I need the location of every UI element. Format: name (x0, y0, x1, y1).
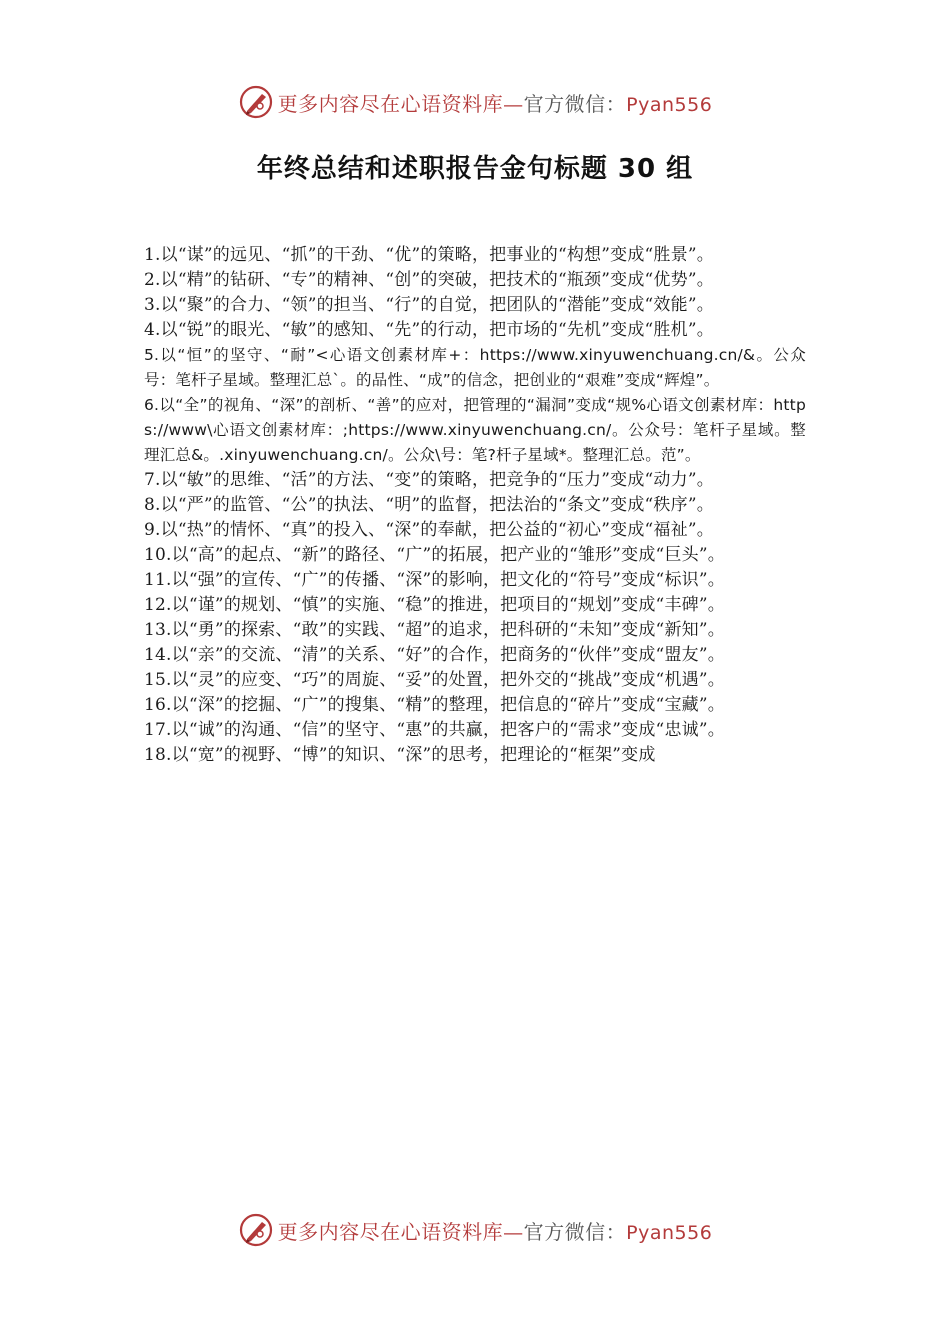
footer-wechat-id: Pyan556 (626, 1221, 713, 1244)
list-item: 14.以“亲”的交流、“清”的关系、“好”的合作，把商务的“伙伴”变成“盟友”。 (144, 645, 725, 665)
list-item: 7.以“敏”的思维、“活”的方法、“变”的策略，把竞争的“压力”变成“动力”。 (144, 470, 714, 490)
header-banner (0, 82, 950, 122)
list-item: 2.以“精”的钻研、“专”的精神、“创”的突破，把技术的“瓶颈”变成“优势”。 (144, 270, 714, 290)
list-item: 10.以“高”的起点、“新”的路径、“广”的拓展，把产业的“雏形”变成“巨头”。 (144, 545, 725, 565)
pen-circle-logo-icon (238, 1212, 274, 1248)
list-item: 3.以“聚”的合力、“领”的担当、“行”的自觉，把团队的“潜能”变成“效能”。 (144, 295, 714, 315)
document-title: 年终总结和述职报告金句标题 30 组 (256, 154, 694, 184)
header-dash: — (503, 91, 524, 116)
list-item: 18.以“宽”的视野、“博”的知识、“深”的思考，把理论的“框架”变成 (144, 745, 656, 765)
header-wechat-id: Pyan556 (626, 93, 713, 116)
footer-line2: 官方微信： (523, 1219, 627, 1244)
list-item: 5.以“恒”的坚守、“耐”<心语文创素材库+：https://www.xinyuwenchuang.cn/&。公众号：笔杆子星域。整理汇总`。的品性、“成”的信念，把创业的“艰难”变成“辉煌”。 (144, 346, 806, 389)
list-item: 12.以“谨”的规划、“慎”的实施、“稳”的推进，把项目的“规划”变成“丰碑”。 (144, 595, 725, 615)
list-item: 11.以“强”的宣传、“广”的传播、“深”的影响，把文化的“符号”变成“标识”。 (144, 570, 725, 590)
header-line1: 更多内容尽在心语资料库 (277, 91, 504, 116)
list-item: 9.以“热”的情怀、“真”的投入、“深”的奉献，把公益的“初心”变成“福祉”。 (144, 520, 714, 540)
footer-banner-text (278, 1216, 713, 1245)
footer-banner (0, 1210, 950, 1250)
list-item: 13.以“勇”的探索、“敢”的实践、“超”的追求，把科研的“未知”变成“新知”。 (144, 620, 725, 640)
list-item: 16.以“深”的挖掘、“广”的搜集、“精”的整理，把信息的“碎片”变成“宝藏”。 (144, 695, 725, 715)
header-banner-text (278, 88, 713, 117)
header-line2: 官方微信： (523, 91, 627, 116)
list-item: 4.以“锐”的眼光、“敏”的感知、“先”的行动，把市场的“先机”变成“胜机”。 (144, 320, 714, 340)
list-item: 15.以“灵”的应变、“巧”的周旋、“妥”的处置，把外交的“挑战”变成“机遇”。 (144, 670, 725, 690)
list-item: 1.以“谋”的远见、“抓”的干劲、“优”的策略，把事业的“构想”变成“胜景”。 (144, 245, 714, 265)
pen-circle-logo-icon (238, 84, 274, 120)
footer-line1: 更多内容尽在心语资料库 (277, 1219, 504, 1244)
footer-dash: — (503, 1219, 524, 1244)
document-body (144, 243, 806, 1193)
list-item: 17.以“诚”的沟通、“信”的坚守、“惠”的共赢，把客户的“需求”变成“忠诚”。 (144, 720, 725, 740)
list-item: 6.以“全”的视角、“深”的剖析、“善”的应对，把管理的“漏洞”变成“规%心语文创素材库：https://www\心语文创素材库：;https://www.xinyuwenchuang.cn/。公众号：笔杆子星域。整理汇总&。.xinyuwenchuang.cn/。公众\号：笔?杆子星域*。整理汇总。范”。 (144, 396, 806, 464)
list-item: 8.以“严”的监管、“公”的执法、“明”的监督，把法治的“条文”变成“秩序”。 (144, 495, 714, 515)
